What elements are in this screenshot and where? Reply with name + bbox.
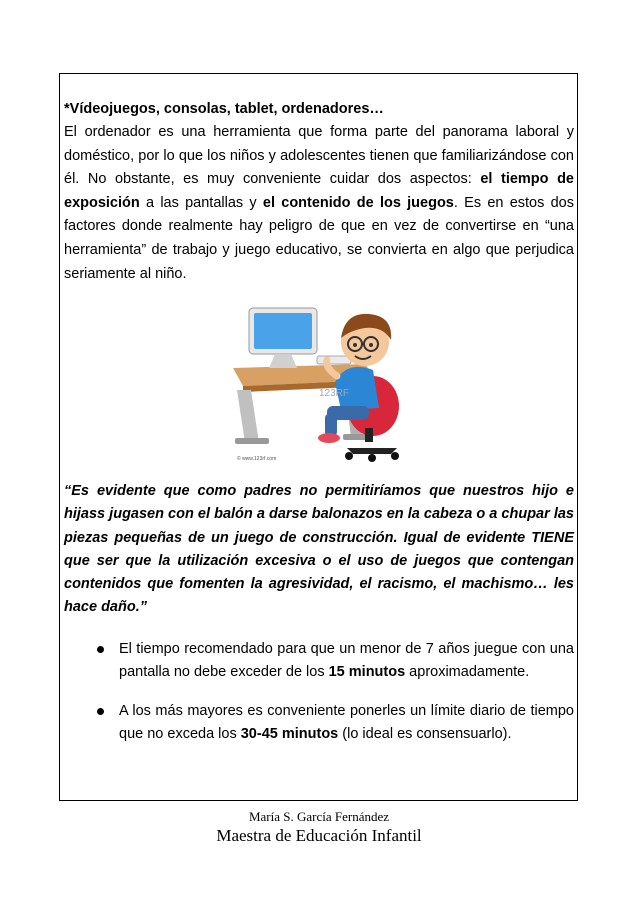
- bold-exposure-time: el tiempo de exposición: [64, 171, 574, 211]
- monitor-screen: [254, 313, 312, 349]
- parent-quote: “Es evidente que como padres no permitiríamos que nuestros hijo e hijass jugasen con el balón a darse balonazos en la cabeza o a chupar las piezas pequeñas de un juego de construcción. Igual de evidente TIENE que ser que la utilización excesiva o el uso de juegos que contengan contenidos que fomenten la agresividad, el racismo, el machismo… les hace daño.”: [64, 483, 574, 616]
- list-item: El tiempo recomendado para que un menor de 7 años juegue con una pantalla no debe exceder de los 15 minutos aproximadamente.: [64, 638, 574, 683]
- desk-leg: [237, 390, 259, 443]
- watermark: 123RF: [319, 388, 350, 399]
- list-item: A los más mayores es conveniente ponerles un límite diario de tiempo que no exceda los 30-45 minutos (lo ideal es consensuarlo).: [64, 700, 574, 745]
- bold-game-content: el contenido de los juegos: [262, 194, 454, 211]
- footer-role: Maestra de Educación Infantil: [216, 826, 422, 845]
- footer-author: María S. García Fernández: [248, 809, 390, 824]
- keyboard: [317, 356, 351, 364]
- section-heading: *Vídeojuegos, consolas, tablet, ordenadores…: [64, 101, 384, 117]
- bullet-icon: [97, 708, 104, 715]
- bullet-icon: [97, 646, 104, 653]
- recommendation-list: [64, 638, 574, 745]
- child-at-computer-illustration: [215, 298, 415, 463]
- intro-paragraph: El ordenador es una herramienta que forma parte del panorama laboral y doméstico, por lo que los niños y adolescentes tienen que familiarizándose con él. No obstante, es muy conveniente cuidar dos aspectos: el tiempo de exposición a las pantallas y el contenido de los juegos. Es en estos dos factores donde realmente hay peligro de que en vez de convertirse en “una herramienta” de trabajo y juego educativo, se convierta en algo que perjudica seriamente al niño.: [64, 124, 574, 282]
- image-credit: © www.123rf.com: [237, 456, 277, 462]
